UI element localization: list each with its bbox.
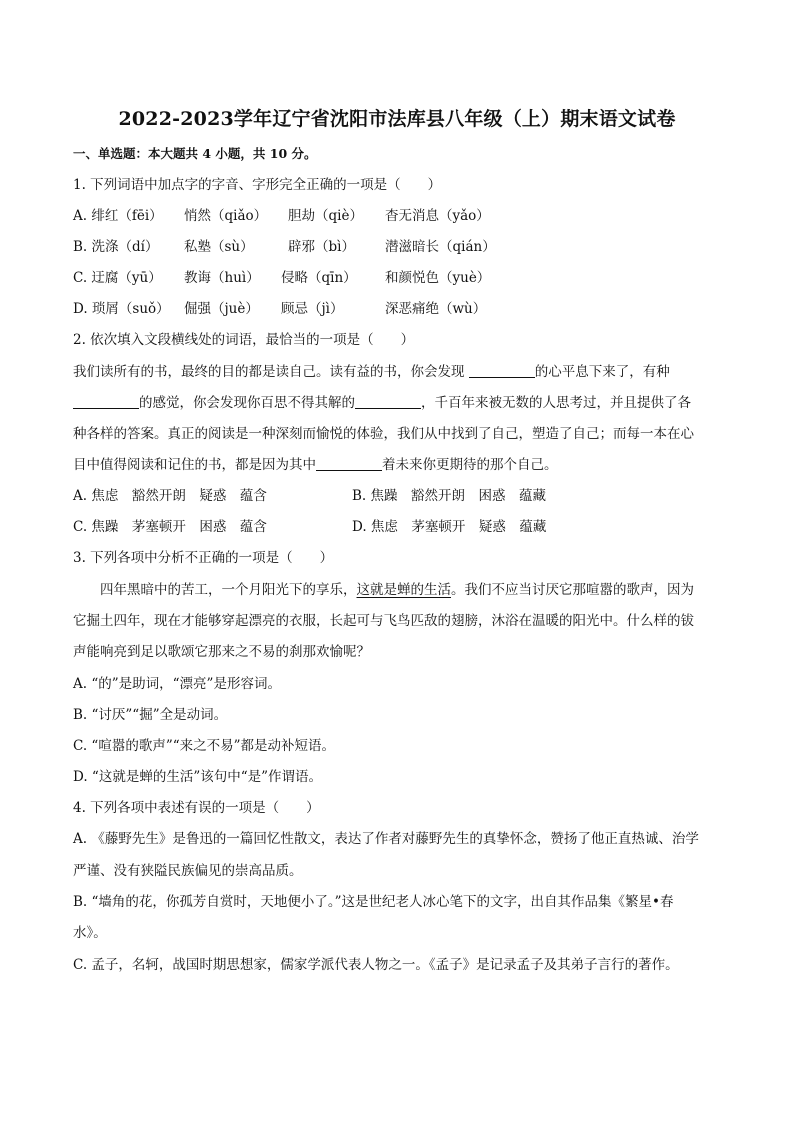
question-1-option-b: B. 洗涤（dí） 私塾（sù） 辟邪（bì） 潜滋暗长（qián） [73,239,496,255]
question-1-option-a: A. 绯红（fēi） 悄然（qiǎo） 胆劫（qiè） 杳无消息（yǎo） [73,208,490,224]
question-3-option-c: C. “喧嚣的歌声”“来之不易”都是动补短语。 [73,738,336,754]
fill-blank [355,394,421,409]
question-4-stem: 4. 下列各项中表述有误的一项是（ ） [73,800,320,816]
question-2-passage-line: 种各样的答案。真正的阅读是一种深刻而愉悦的体验，我们从中找到了自己，塑造了自己；而每一本在心 [73,426,694,442]
question-2-option-b: B. 焦躁 豁然开朗 困惑 蕴藏 [352,488,547,504]
question-4-option-b: B. “墙角的花，你孤芳自赏时，天地便小了。”这是世纪老人冰心笔下的文字，出自其作品集《繁星•春 [73,894,674,910]
question-1-stem: 1. 下列词语中加点字的字音、字形完全正确的一项是（ ） [73,177,442,193]
question-2-passage-line: 我们读所有的书，最终的目的都是读自己。读有益的书，你会发现 的心平息下来了，有种 [73,364,670,380]
question-3-passage-line: 四年黑暗中的苦工，一个月阳光下的享乐，这就是蝉的生活。我们不应当讨厌它那喧嚣的歌声，因为 [100,582,694,598]
question-3-option-b: B. “讨厌”“掘”全是动词。 [73,707,228,723]
fill-blank [469,363,535,378]
question-3-option-d: D. “这就是蝉的生活”该句中“是”作谓语。 [73,769,323,785]
question-2-stem: 2. 依次填入文段横线处的词语，最恰当的一项是（ ） [73,332,415,348]
question-2-passage-line: 目中值得阅读和记住的书，都是因为其中 着未来你更期待的那个自己。 [73,457,558,473]
underlined-sentence: 这就是蝉的生活 [356,582,451,598]
question-3-passage-line: 它掘土四年，现在才能够穿起漂亮的衣服，长起可与飞鸟匹敌的翅膀，沐浴在温暖的阳光中。什么样的钹 [73,613,694,629]
question-2-option-a: A. 焦虑 豁然开朗 疑惑 蕴含 [73,488,267,504]
fill-blank [316,456,382,471]
section-heading: 一、单选题：本大题共 4 小题，共 10 分。 [73,146,317,161]
question-3-passage-line: 声能响亮到足以歌颂它那来之不易的刹那欢愉呢？ [73,644,370,660]
question-1-option-c: C. 迂腐（yū） 教诲（huì） 侵略（qīn） 和颜悦色（yuè） [73,270,491,286]
question-1-option-d: D. 琐屑（suǒ） 倔强（juè） 顾忌（jì） 深恶痛绝（wù） [73,301,487,317]
question-2-option-c: C. 焦躁 茅塞顿开 困惑 蕴含 [73,519,267,535]
question-4-option-a: A. 《藤野先生》是鲁迅的一篇回忆性散文，表达了作者对藤野先生的真挚怀念，赞扬了他正直热诚、治学 [73,831,699,847]
question-2-passage-line: 的感觉，你会发现你百思不得其解的 ，千百年来被无数的人思考过，并且提供了各 [73,393,691,413]
question-3-stem: 3. 下列各项中分析不正确的一项是（ ） [73,550,334,566]
question-4-option-c: C. 孟子，名轲，战国时期思想家，儒家学派代表人物之一。《孟子》是记录孟子及其弟子言行的著作。 [73,957,679,973]
fill-blank [73,394,139,409]
page-title: 2022-2023学年辽宁省沈阳市法库县八年级（上）期末语文试卷 [118,108,676,130]
question-4-option-b-continued: 水》。 [73,925,107,941]
question-2-option-d: D. 焦虑 茅塞顿开 疑惑 蕴藏 [352,519,547,535]
question-3-option-a: A. “的”是助词，“漂亮”是形容词。 [73,676,281,692]
question-4-option-a-continued: 严谨、没有狭隘民族偏见的崇高品质。 [73,863,303,879]
